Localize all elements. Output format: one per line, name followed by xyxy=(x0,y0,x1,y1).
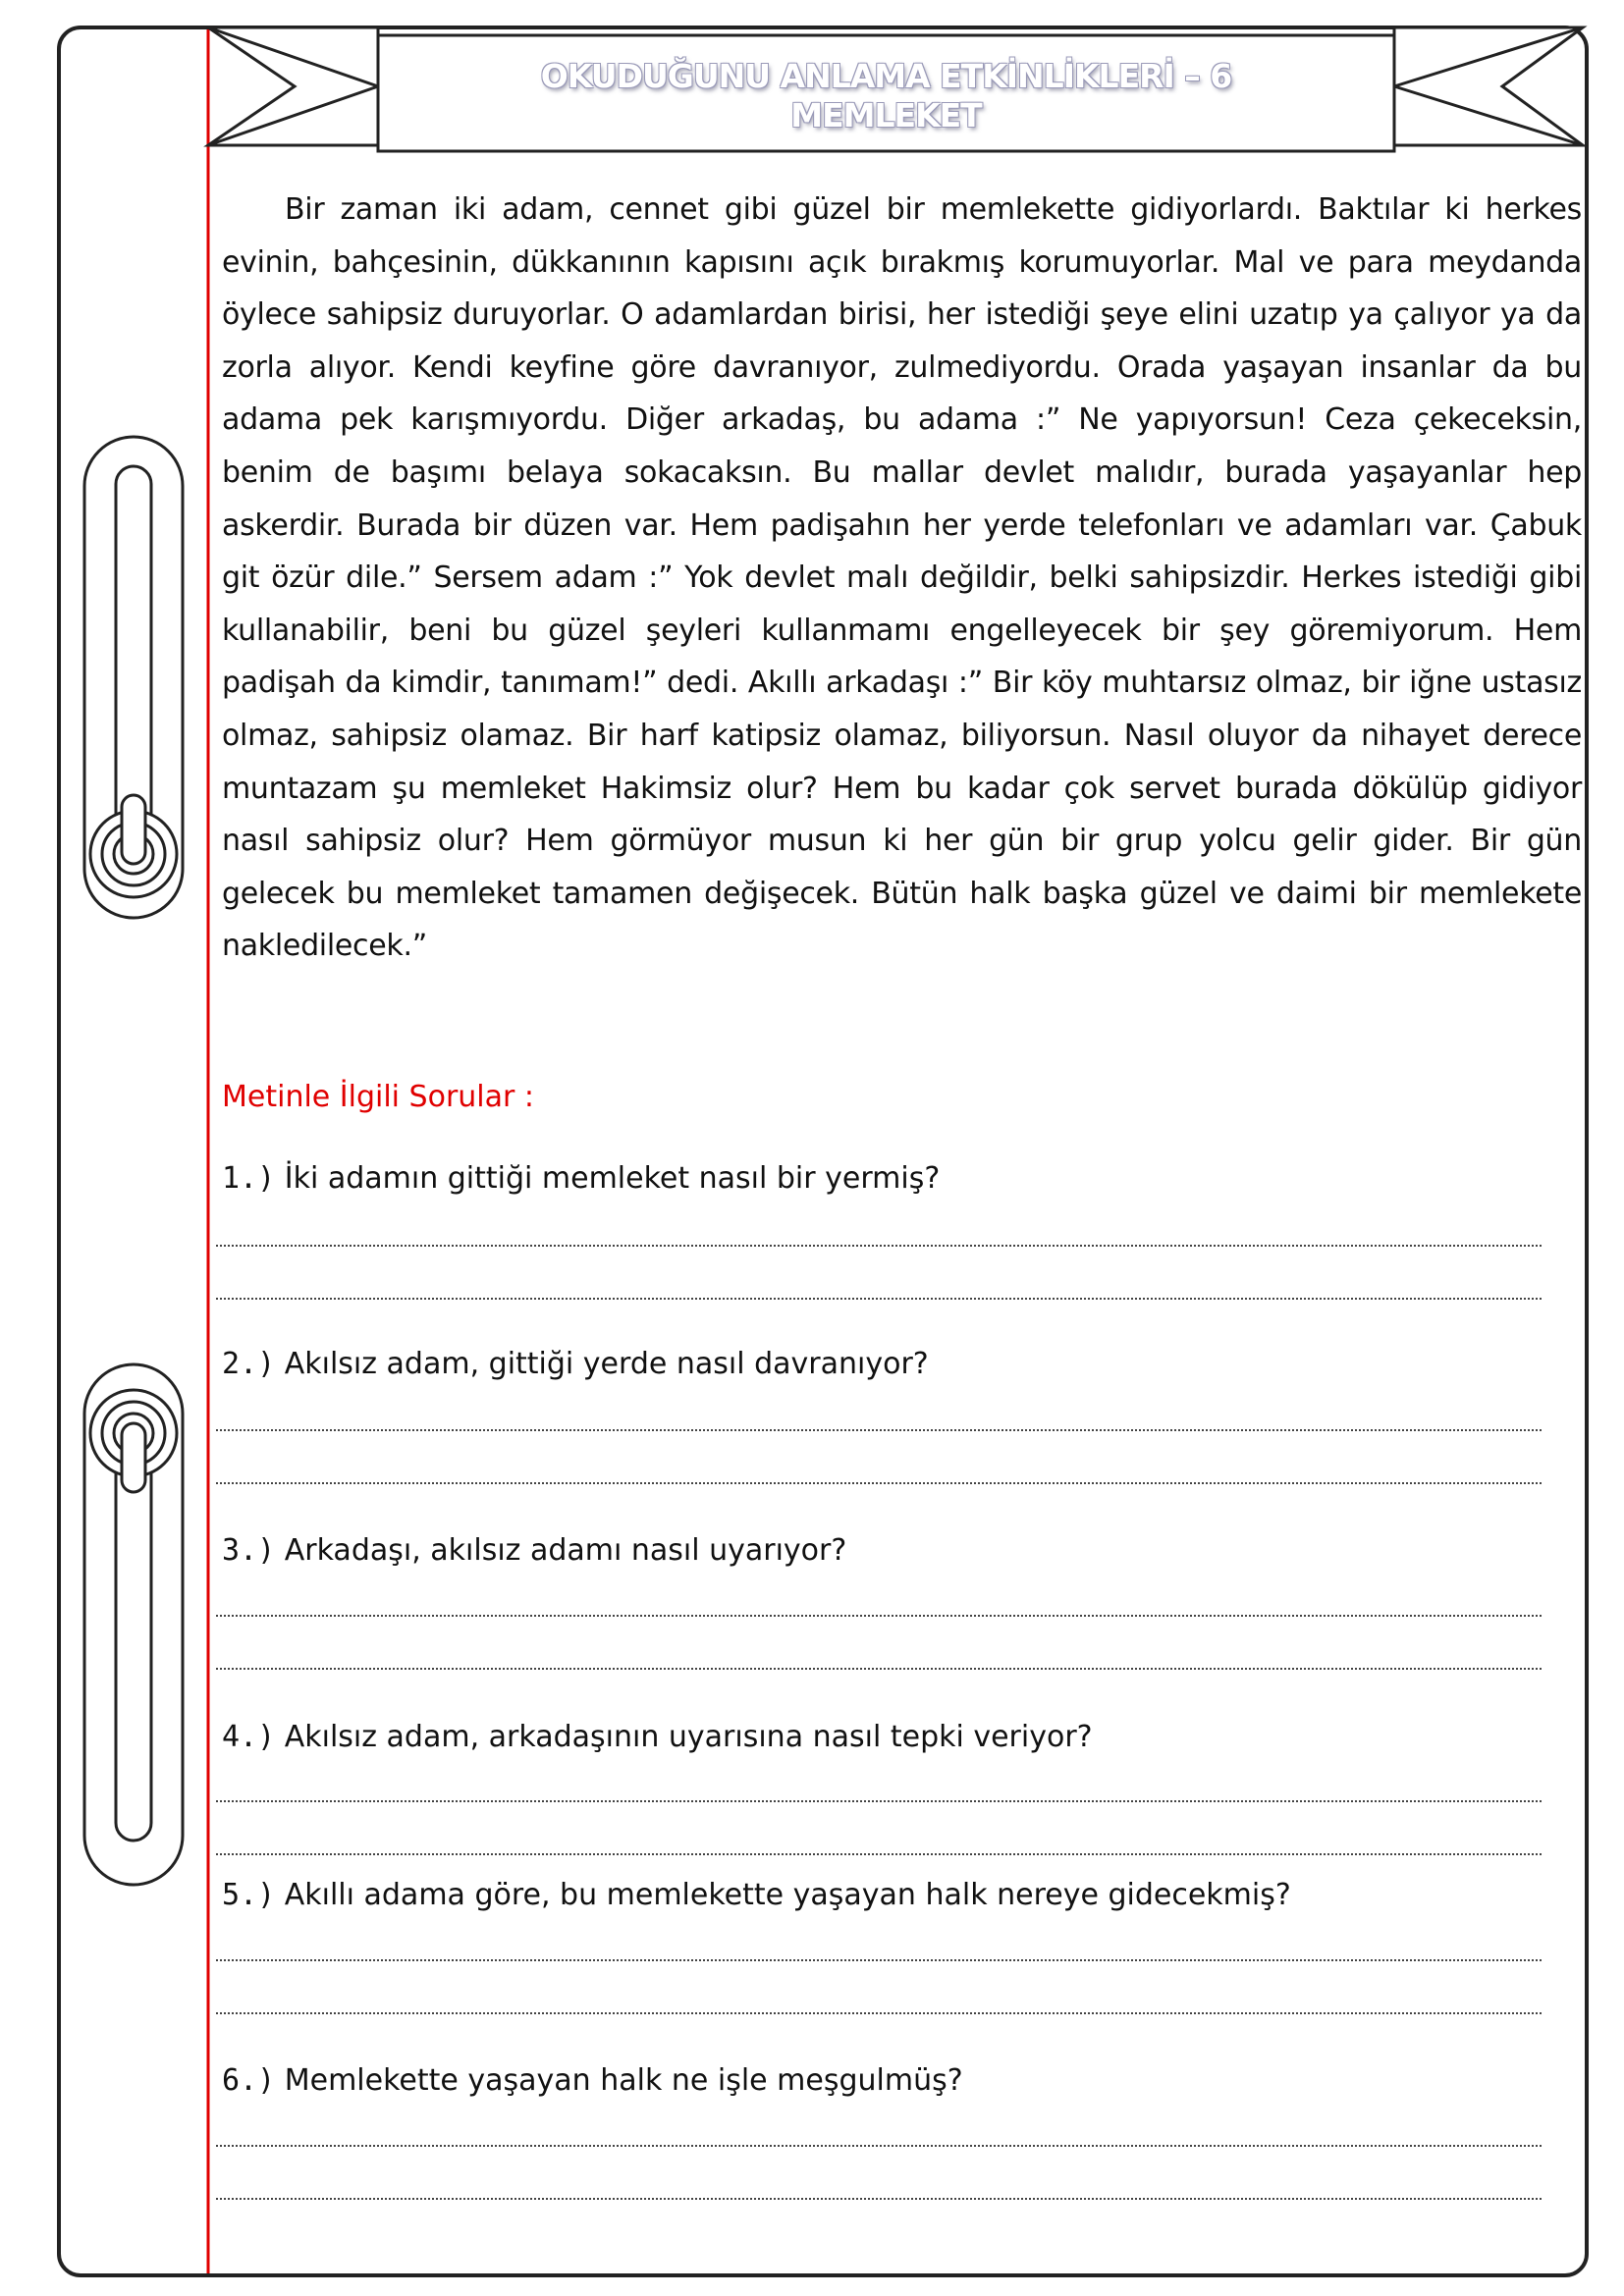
binder-clip-bottom xyxy=(84,1364,183,1885)
question-1 xyxy=(222,1161,1557,1196)
question-2 xyxy=(222,1347,1557,1381)
question-number: 2.) xyxy=(222,1347,276,1381)
worksheet-title: OKUDUĞUNU ANLAMA ETKİNLİKLERİ – 6 xyxy=(540,57,1232,95)
answer-line[interactable] xyxy=(216,1615,1542,1617)
question-text: İki adamın gittiği memleket nasıl bir yermiş? xyxy=(284,1161,941,1196)
binder-clip-top xyxy=(84,437,183,918)
worksheet-subtitle: MEMLEKET xyxy=(790,96,982,134)
answer-line[interactable] xyxy=(216,1298,1542,1300)
question-4 xyxy=(222,1720,1557,1754)
question-5 xyxy=(222,1878,1557,1912)
answer-line[interactable] xyxy=(216,1959,1542,1961)
question-text: Memlekette yaşayan halk ne işle meşgulmüş? xyxy=(284,2063,963,2098)
question-number: 5.) xyxy=(222,1878,276,1912)
question-number: 1.) xyxy=(222,1161,276,1196)
answer-line[interactable] xyxy=(216,1853,1542,1855)
question-3 xyxy=(222,1533,1557,1568)
story-text: Bir zaman iki adam, cennet gibi güzel bir memlekette gidiyorlardı. Baktılar ki herkes evinin, bahçesinin, dükkanının kapısını açık bırakmış korumuyorlar. Mal ve para meydanda öylece sahipsiz duruyorlar. O adamlardan birisi, her istediği şeye elini uzatıp ya çalıyor ya da zorla alıyor. Kendi keyfine göre davranıyor, zulmediyordu. Orada yaşayan insanlar da bu adama pek karışmıyordu. Diğer arkadaş, bu adama :” Ne yapıyorsun! Ceza çekeceksin, benim de başımı belaya sokacaksın. Bu mallar devlet malıdır, burada yaşayanlar hep askerdir. Burada bir düzen var. Hem padişahın her yerde telefonları ve adamları var. Çabuk git özür dile.” Sersem adam :” Yok devlet malı değildir, belki sahipsizdir. Herkes istediği gibi kullanabilir, beni bu güzel şeyleri kullanmamı engelleyecek bir şey göremiyorum. Hem padişah da kimdir, tanımam!” dedi. Akıllı arkadaşı :” Bir köy muhtarsız olmaz, bir iğne ustasız olmaz, sahipsiz olamaz. Bir harf katipsiz olamaz, biliyorsun. Nasıl oluyor da nihayet derece muntazam şu memleket Hakimsiz olur? Hem bu kadar çok servet burada dökülüp gidiyor nasıl sahipsiz olur? Hem görmüyor musun ki her gün bir grup yolcu gelir gider. Bir gün gelecek bu memleket tamamen değişecek. Bütün halk başka güzel ve daimi bir memlekete nakledilecek.” xyxy=(222,192,1582,964)
question-6 xyxy=(222,2063,1557,2098)
question-number: 3.) xyxy=(222,1533,276,1568)
question-number: 6.) xyxy=(222,2063,276,2098)
answer-line[interactable] xyxy=(216,1482,1542,1484)
answer-line[interactable] xyxy=(216,1668,1542,1670)
question-text: Akıllı adama göre, bu memlekette yaşayan halk nereye gidecekmiş? xyxy=(284,1878,1291,1912)
question-text: Akılsız adam, gittiği yerde nasıl davranıyor? xyxy=(284,1347,929,1381)
question-text: Akılsız adam, arkadaşının uyarısına nasıl tepki veriyor? xyxy=(284,1720,1093,1754)
answer-line[interactable] xyxy=(216,1245,1542,1247)
questions-title: Metinle İlgili Sorular : xyxy=(222,1080,534,1114)
title-banner xyxy=(378,35,1394,151)
answer-line[interactable] xyxy=(216,2145,1542,2147)
answer-line[interactable] xyxy=(216,1800,1542,1802)
answer-line[interactable] xyxy=(216,2012,1542,2014)
question-text: Arkadaşı, akılsız adamı nasıl uyarıyor? xyxy=(284,1533,847,1568)
question-number: 4.) xyxy=(222,1720,276,1754)
answer-line[interactable] xyxy=(216,2198,1542,2200)
answer-line[interactable] xyxy=(216,1429,1542,1431)
